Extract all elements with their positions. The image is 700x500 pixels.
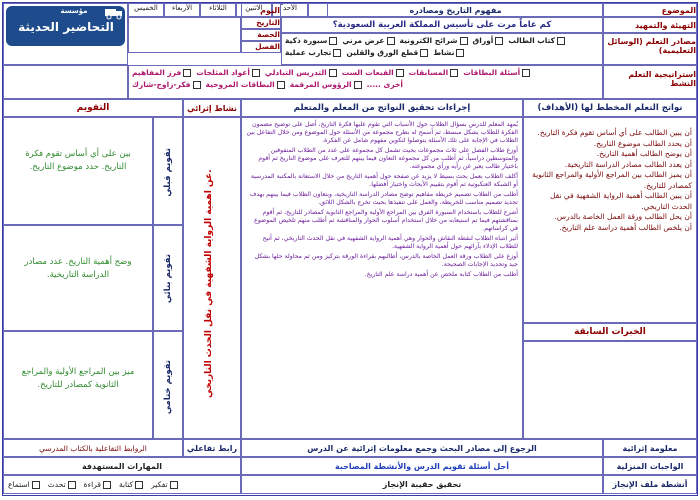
resource-item[interactable]: أوراق — [473, 36, 506, 45]
homework-text: أحل أسئلة تقويم الدرس والأنشطة المصاحبة — [241, 457, 603, 475]
strategy-item[interactable]: فكر-زاوج-شارك — [132, 80, 203, 89]
class-label: الفصل — [241, 41, 281, 53]
resource-item[interactable]: شرائح الكترونية — [400, 36, 470, 45]
outcome-item: أن يميز الطالب بين المراجع الأولية والمراجع الثانوية كمصادر للتاريخ. — [532, 170, 692, 190]
eval-formative-label: تقويم بنائي — [163, 254, 173, 304]
skills-box — [3, 475, 241, 494]
outcome-item: أن يحدد الطالب موضوع التاريخ. — [593, 138, 692, 148]
skill-item[interactable]: تحدث — [48, 480, 78, 489]
outcome-item: أن يبين الطالب على أي أساس تقوم فكرة التاريخ. — [537, 128, 692, 137]
resource-item[interactable]: تجارب عملية — [285, 48, 343, 57]
day-wednesday[interactable]: الأربعاء — [164, 3, 200, 17]
eval-label-cell — [153, 225, 183, 331]
lesson-plan-sheet — [2, 2, 698, 496]
eval-formative-text: وضح أهمية التاريخ. عدد مصادر الدراسة التاريخية. — [3, 225, 153, 331]
prior-knowledge-label: الخبرات السابقة — [523, 323, 697, 341]
outcome-item: أن يبين الطالب أهمية الرواية الشفهية في نقل الحدث التاريخي. — [549, 191, 692, 211]
col-activity-header: نشاط إثرائي — [183, 99, 241, 117]
enrichment-info-label: معلومة إثرائية — [603, 439, 697, 457]
strategy-item[interactable]: فرز المفاهيم — [132, 68, 193, 77]
prior-knowledge-area[interactable] — [523, 341, 697, 439]
date-label: التاريخ — [241, 17, 281, 29]
outcome-item: أن يلخص الطالب أهمية دراسة علم التاريخ. — [559, 222, 692, 232]
portfolio-text: تحقيق حقيبة الإنجاز — [241, 475, 603, 494]
procedure-item: يُمهد المعلم للدرس بسؤال الطلاب حول الأسباب التي تقوم عليها فكرة التاريخ، أصل على توضيح مضمون الفكرة للطلاب بشكل مبسط، ثم أسمح له بطرح مجموعة من الأسئلة حول الموضوع ومن خلال التفاعل بين الطلاب في الإجابة على تلك الأسئلة يتوصلوا لتكوين مفهوم شامل عن الفكرة. — [246, 121, 518, 144]
strategies-blank — [3, 65, 128, 99]
link-label: رابط تفاعلي — [183, 439, 241, 457]
eval-pre-label: تقويم قبلي — [163, 148, 173, 197]
date-value-area[interactable] — [128, 17, 241, 53]
strategy-item[interactable]: القبعات الست — [342, 68, 406, 77]
skill-item[interactable]: قراءة — [84, 480, 113, 489]
portfolio-label: أنشطة ملف الإنجاز — [603, 475, 697, 494]
outcome-item: أن يوضح الطالب أهمية التاريخ. — [596, 149, 692, 158]
eval-summative-label: تقويم ختامي — [163, 360, 173, 415]
strategies-box — [128, 65, 603, 99]
skills-list — [8, 480, 236, 489]
homework-label: الواجبات المنزلية — [603, 457, 697, 475]
resource-item[interactable]: عرض مرني — [342, 36, 396, 45]
procedure-item: أكلف الطلاب بعمل بحث بسيط لا يزيد عن صفحة حول أهمية التاريخ من خلال الاستعانة بالمكتبة المدرسية أو الشبكة العنكبوتية ثم أقوم بتقييم الأبحاث واختيار أفضلها. — [250, 173, 518, 188]
resource-item[interactable]: كتاب الطالب — [508, 36, 567, 45]
strategies-label: استراتيجية التعلم النشط — [603, 65, 697, 99]
strategy-item[interactable]: أخرى ..... — [366, 80, 403, 89]
topic-label: الموضوع — [603, 3, 697, 17]
eval-label-cell — [153, 117, 183, 225]
logo-line2: التحاضير الحديثة — [18, 20, 114, 34]
logo-box — [3, 3, 128, 65]
strategy-item[interactable]: التدريس التبادلي — [265, 68, 339, 77]
strategy-item[interactable]: أعواد المثلجات — [196, 68, 262, 77]
sources-label: مصادر التعلم (الوسائل التعليمية) — [603, 33, 697, 65]
resource-item[interactable]: نشاط — [433, 48, 466, 57]
procedure-item: أوزع على الطلاب ورقة العمل الخاصة بالدرس، أطالبهم بقراءة الورقة بتركيز ومن ثم محاولة حلها بشكل جيد وتحديد الإجابات الصحيحة. — [254, 253, 518, 268]
col-evaluation-header: التقويم — [3, 99, 183, 117]
link-text[interactable]: الروابط التفاعلية بالكتاب المدرسي — [3, 439, 183, 457]
procedures-box — [241, 117, 523, 439]
skill-item[interactable]: استماع — [8, 480, 42, 489]
eval-summative-text: ميز بين المراجع الأولية والمراجع الثانوية كمصادر للتاريخ. — [3, 331, 153, 439]
resource-item[interactable]: قطع الورق والقلين — [346, 48, 430, 57]
outcomes-box — [523, 117, 697, 323]
skills-label: المهارات المستهدفة — [3, 457, 241, 475]
intro-label: التهيئة والتمهيد — [603, 17, 697, 33]
period-label: الحصة — [241, 29, 281, 41]
procedure-item: أطلب من الطلاب كتابة ملخص عن أهمية دراسة علم التاريخ. — [364, 271, 518, 278]
skill-item[interactable]: تفكير — [151, 480, 179, 489]
strategy-item[interactable]: البطاقات المروحية — [206, 80, 287, 89]
outcome-item: أن يعدد الطالب مصادر الدراسة التاريخية. — [564, 159, 692, 169]
col-procedures-header: إجراءات تحقيق النواتج من المعلم والمتعلم — [241, 99, 523, 117]
eval-pre-text: بين على أي أساس تقوم فكرة التاريخ. حدد موضوع التاريخ. — [3, 117, 153, 225]
outcomes-list — [528, 128, 692, 233]
day-thursday[interactable]: الخميس — [128, 3, 164, 17]
strategies-list — [132, 68, 599, 89]
skill-item[interactable]: كتابة — [119, 480, 145, 489]
col-outcomes-header: نواتج التعلم المخطط لها (الأهداف) — [523, 99, 697, 117]
strategy-item[interactable]: المسابقات — [409, 68, 460, 77]
day-tuesday[interactable]: الثلاثاء — [200, 3, 236, 17]
day-monday[interactable]: الاثنين — [236, 3, 272, 17]
eval-label-cell — [153, 331, 183, 439]
truck-icon — [104, 6, 124, 20]
procedures-list — [246, 121, 518, 279]
procedure-item: أثير انتباه الطلاب لنقطة النقاش والحوار وهي أهمية الرواية الشفهية في نقل الحدث التاريخي، ثم أتيح للطلاب الإدلاء بآرائهم حول أهمية الرواية الشفهية. — [262, 235, 518, 250]
resource-item[interactable]: سبورة ذكية — [285, 36, 339, 45]
topic-value: مفهوم التاريخ ومصادره — [308, 3, 603, 17]
activity-box — [183, 117, 241, 439]
enrichment-info-text: الرجوع إلى مصادر البحث وجمع معلومات إثرائية عن الدرس — [241, 439, 603, 457]
strategy-item[interactable]: أسئلة البطاقات — [463, 68, 532, 77]
outcome-item: أن يحل الطالب ورقة العمل الخاصة بالدرس. — [554, 212, 692, 221]
day-sunday[interactable]: الأحد — [272, 3, 308, 17]
procedure-item: أطلب من الطلاب تصميم خريطة مفاهيم توضح مصادر الدراسة التاريخية، وبتعاون الطلاب فيما بينهم بهدف تحديد تصميم مناسب للخريطة، والعمل على تنفيذها بحيث تخرج بالشكل اللائق. — [249, 191, 518, 206]
resources-list — [285, 36, 599, 57]
day-label: اليوم — [241, 3, 281, 17]
resources-box — [281, 33, 603, 65]
activity-text: عن أهمية الرواية الشفهية في نقل الحدث التاريخي. — [204, 169, 214, 398]
strategy-item[interactable]: الرؤوس المرقمة — [290, 80, 364, 89]
procedure-item: أوزع طلاب الفصل على ثلاث مجموعات بحيث تشمل كل مجموعة على عدد من الطلاب المتفوقين والمتوسطين دراسياً، ثم أطلب من كل مجموعة التعاون فيما بينهم للتعرف على موضوع التاريخ ثم أقوم باختيار طالب يعبر عن رأيه ورأي مجموعته. — [258, 147, 518, 170]
procedure-item: أشرح للطلاب باستخدام السبورة الفرق بين المراجع الأولية والمراجع الثانوية كمصادر للتاريخ، ثم أقوم بمناقشتهم فيما تم استيعابه من خلال استخدام أسلوب الحوار والمناقشة ثم أطلب منهم تلخيص الموضوع في كراساتهم. — [254, 209, 518, 232]
logo-line1: مؤسسة — [60, 7, 88, 15]
intro-question: كم عاماً مرت على تأسيس المملكة العربية السعودية؟ — [281, 17, 603, 33]
